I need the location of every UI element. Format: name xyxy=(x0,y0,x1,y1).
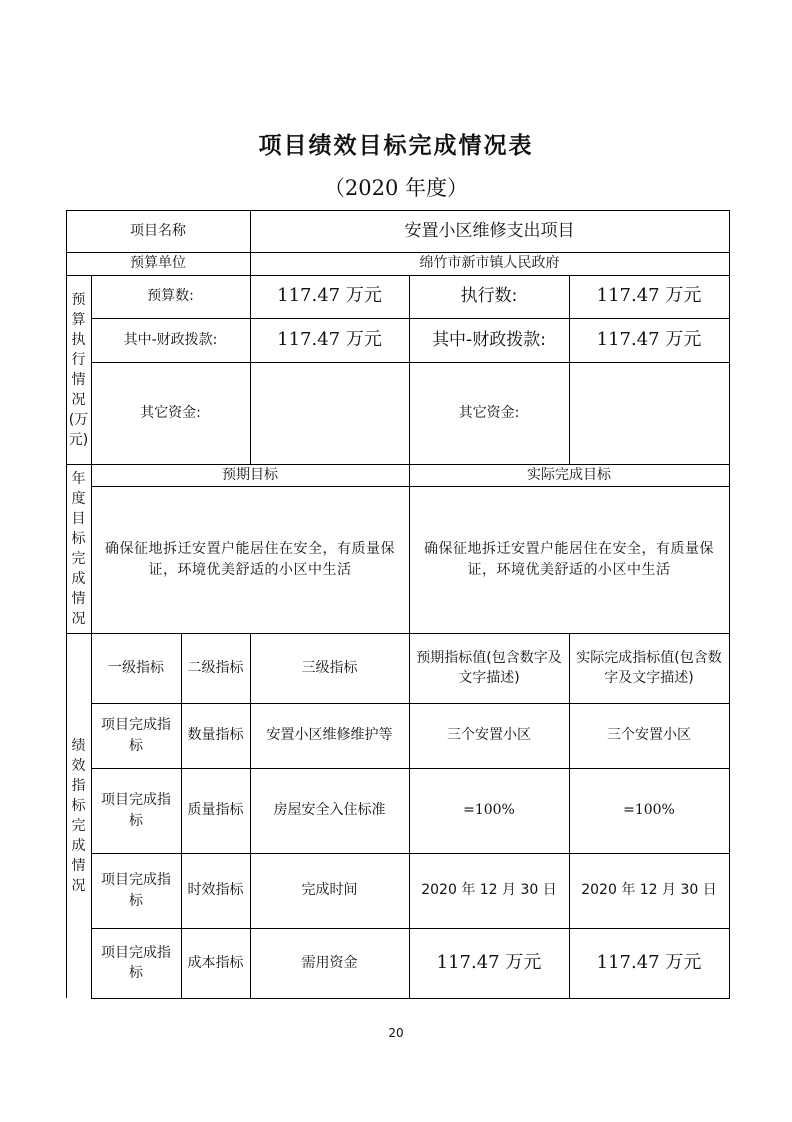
header-level2: 二级指标 xyxy=(187,659,244,676)
page-subtitle: （2020 年度） xyxy=(323,176,469,200)
row3-level3: 完成时间 xyxy=(301,882,358,899)
row2-expected: =100% xyxy=(463,802,515,819)
other-funds-executed-label: 其它资金: xyxy=(458,404,520,421)
budget-amount-label: 预算数: xyxy=(147,288,194,305)
budget-amount-value: 117.47 万元 xyxy=(277,285,382,307)
executed-label: 执行数: xyxy=(460,286,518,307)
row2-level2: 质量指标 xyxy=(187,802,244,819)
row3-actual: 2020 年 12 月 30 日 xyxy=(581,882,717,899)
row1-level2: 数量指标 xyxy=(187,727,244,744)
annual-goals-section-label: 年度目标完成情况 xyxy=(71,470,86,627)
row2-level3: 房屋安全入住标准 xyxy=(273,802,386,819)
budget-unit-value: 绵竹市新市镇人民政府 xyxy=(419,255,560,272)
actual-goal-header: 实际完成目标 xyxy=(527,466,611,483)
executed-amount-value: 117.47 万元 xyxy=(596,285,702,307)
row3-expected: 2020 年 12 月 30 日 xyxy=(421,882,557,899)
expected-goal-text: 确保征地拆迁安置户能居住在安全，有质量保证，环境优美舒适的小区中生活 xyxy=(105,541,395,578)
row4-level1: 项目完成指标 xyxy=(101,944,171,981)
row3-level2: 时效指标 xyxy=(187,882,244,899)
fiscal-allocation-executed-value: 117.47 万元 xyxy=(596,328,702,350)
fiscal-allocation-label: 其中-财政拨款: xyxy=(123,331,218,348)
row4-expected: 117.47 万元 xyxy=(436,951,542,973)
fiscal-allocation-value: 117.47 万元 xyxy=(277,328,382,350)
row4-actual: 117.47 万元 xyxy=(596,951,702,973)
row2-actual: =100% xyxy=(623,802,675,819)
row3-level1: 项目完成指标 xyxy=(101,872,171,909)
other-funds-label: 其它资金: xyxy=(140,404,201,421)
header-level1: 一级指标 xyxy=(108,659,164,676)
page-title: 项目绩效目标完成情况表 xyxy=(258,133,534,159)
header-expected-value: 预期指标值(包含数字及文字描述) xyxy=(416,649,562,686)
header-level3: 三级指标 xyxy=(301,659,358,676)
expected-goal-header: 预期目标 xyxy=(222,466,278,483)
row4-level2: 成本指标 xyxy=(187,954,244,971)
row1-actual: 三个安置小区 xyxy=(607,727,691,744)
project-name-label: 项目名称 xyxy=(130,222,186,239)
budget-section-label: 预算执行情况(万元) xyxy=(68,291,89,448)
row2-level1: 项目完成指标 xyxy=(101,792,171,829)
row4-level3: 需用资金 xyxy=(301,954,358,971)
fiscal-allocation-executed-label: 其中-财政拨款: xyxy=(432,329,546,350)
page-number: 20 xyxy=(388,1026,404,1040)
row1-level3: 安置小区维修维护等 xyxy=(266,727,393,744)
actual-goal-text: 确保征地拆迁安置户能居住在安全，有质量保证，环境优美舒适的小区中生活 xyxy=(424,541,714,578)
project-name-value: 安置小区维修支出项目 xyxy=(404,220,575,241)
performance-section-label: 绩效指标完成情况 xyxy=(71,738,86,894)
budget-unit-label: 预算单位 xyxy=(130,255,186,272)
row1-expected: 三个安置小区 xyxy=(447,727,531,744)
row1-level1: 项目完成指标 xyxy=(101,717,171,754)
header-actual-value: 实际完成指标值(包含数字及文字描述) xyxy=(576,649,722,686)
